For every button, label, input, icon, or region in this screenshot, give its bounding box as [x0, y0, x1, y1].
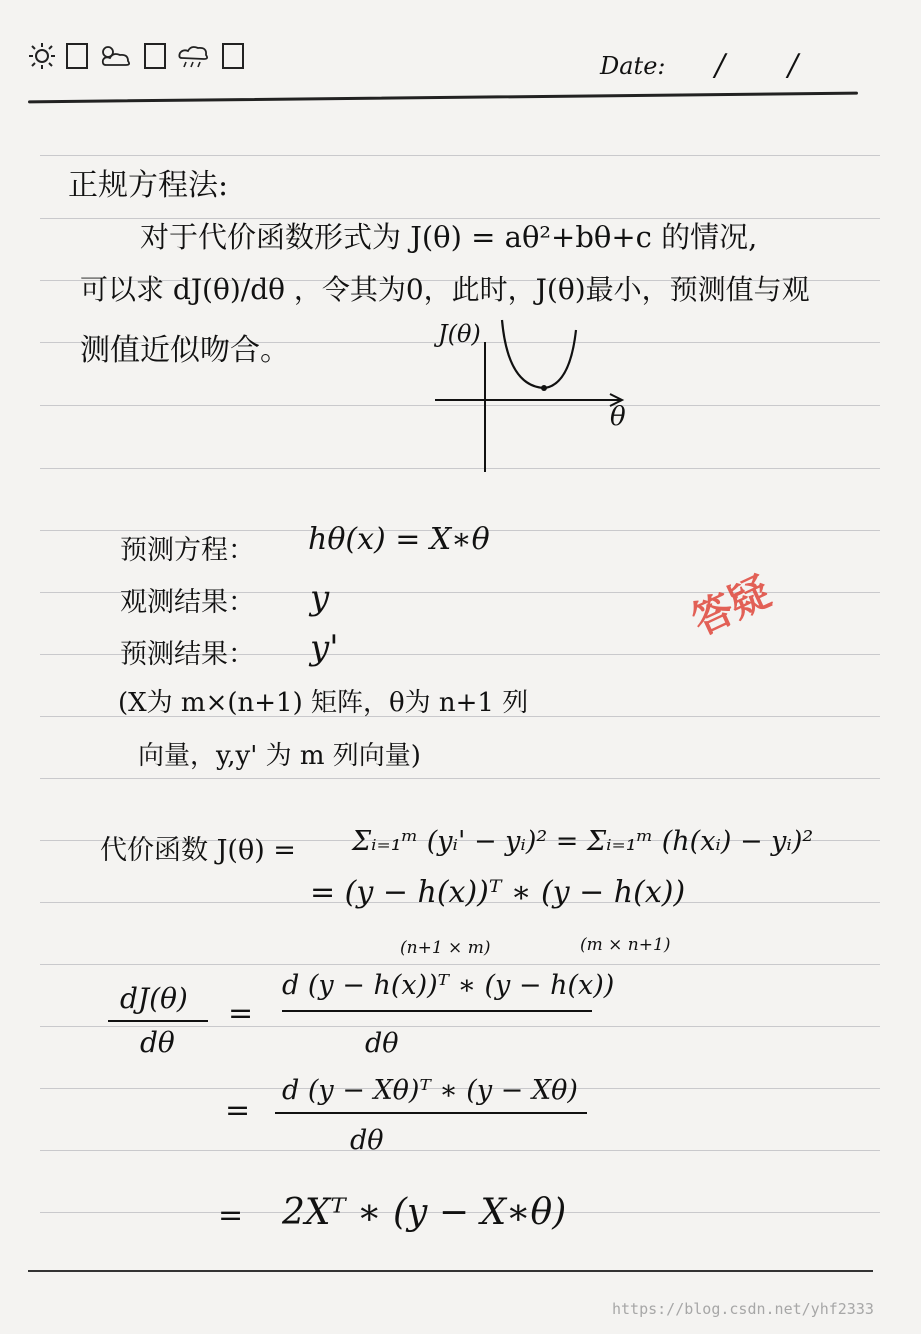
- cost-label: 代价函数 J(θ) =: [100, 835, 296, 866]
- pred-value: y': [310, 628, 339, 668]
- note-line: 向量，y,y' 为 m 列向量): [138, 741, 421, 771]
- footer-rule: [28, 1270, 873, 1272]
- cost-sum: Σᵢ₌₁ᵐ (yᵢ' − yᵢ)² = Σᵢ₌₁ᵐ (h(xᵢ) − yᵢ)²: [352, 826, 814, 857]
- ruled-line: [40, 778, 880, 779]
- text-line: 可以求 dJ(θ)/dθ ，令其为0，此时，J(θ)最小，预测值与观: [80, 273, 810, 306]
- lhs-denominator: dθ: [140, 1026, 175, 1059]
- obs-label: 观测结果：: [120, 587, 255, 618]
- final-result: 2Xᵀ ∗ (y − X∗θ): [282, 1192, 567, 1233]
- header-rule: [28, 92, 858, 104]
- pred-eq: hθ(x) = X∗θ: [308, 522, 490, 557]
- dimension-note: (n+1 × m): [400, 938, 491, 958]
- ruled-line: [40, 1150, 880, 1151]
- cloud-sun-icon: [98, 43, 134, 69]
- note-line: (X为 m×(n+1) 矩阵，θ为 n+1 列: [118, 688, 529, 718]
- date-label: Date:: [600, 52, 666, 80]
- equals-sign: =: [218, 1198, 244, 1233]
- fraction-bar: [275, 1112, 587, 1114]
- r1-denominator: dθ: [365, 1028, 399, 1059]
- sun-icon: [28, 42, 56, 70]
- red-stamp: 答疑: [685, 568, 778, 645]
- checkbox-cloudy[interactable]: [144, 43, 166, 69]
- r1-numerator: d (y − h(x))ᵀ ∗ (y − h(x)): [282, 970, 615, 1001]
- dimension-note: (m × n+1): [580, 935, 671, 955]
- fraction-bar: [282, 1010, 592, 1012]
- pred-label: 预测结果：: [120, 639, 255, 670]
- parabola-curve: [502, 320, 576, 388]
- y-axis-label: J(θ): [438, 320, 481, 348]
- weather-icons: [28, 42, 244, 70]
- text-line: 测值近似吻合。: [80, 333, 290, 368]
- equals-sign: =: [225, 1093, 251, 1128]
- minimum-point: [541, 385, 547, 391]
- obs-value: y: [310, 578, 330, 618]
- checkbox-sunny[interactable]: [66, 43, 88, 69]
- checkbox-rainy[interactable]: [222, 43, 244, 69]
- text-line: 对于代价函数形式为 J(θ) = aθ²+bθ+c 的情况,: [140, 220, 758, 254]
- ruled-line: [40, 964, 880, 965]
- equals-sign: =: [228, 996, 254, 1031]
- x-axis-label: θ: [610, 402, 626, 432]
- fraction-bar: [108, 1020, 208, 1022]
- date-separator: /: [788, 48, 799, 83]
- rain-cloud-icon: [176, 42, 212, 70]
- r2-denominator: dθ: [350, 1125, 384, 1156]
- pred-eq-label: 预测方程：: [120, 535, 255, 566]
- lhs-numerator: dJ(θ): [120, 982, 188, 1015]
- section-title: 正规方程法:: [68, 168, 229, 203]
- date-separator: /: [715, 48, 726, 83]
- r2-numerator: d (y − Xθ)ᵀ ∗ (y − Xθ): [282, 1075, 578, 1106]
- watermark: https://blog.csdn.net/yhf2333: [612, 1300, 874, 1318]
- ruled-line: [40, 155, 880, 156]
- cost-matrix-form: = (y − h(x))ᵀ ∗ (y − h(x)): [310, 875, 686, 910]
